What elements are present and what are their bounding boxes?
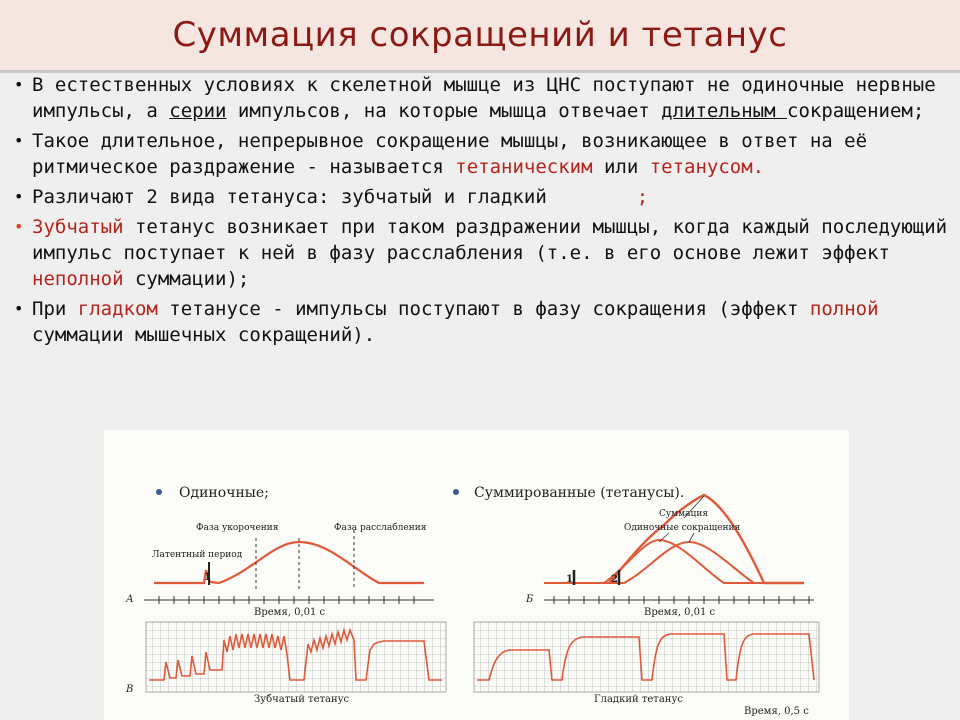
axis-b: Б bbox=[526, 594, 534, 605]
time-a: Время, 0,01 с bbox=[254, 607, 326, 618]
time-c: Время, 0,5 с bbox=[744, 706, 809, 717]
caption-smooth: Гладкий тетанус bbox=[594, 694, 683, 705]
mark-1b: 1 bbox=[566, 574, 573, 585]
title-bar bbox=[0, 0, 960, 73]
axis-a: А bbox=[126, 594, 134, 605]
single-twitch-curve bbox=[154, 542, 424, 583]
bullet-5: • При гладком тетанусе - импульсы поступают в фазу сокращения (эффект полной суммации мышечных сокращений). bbox=[14, 298, 879, 346]
bullet-dot: • bbox=[14, 131, 24, 150]
bullet-1: • В естественных условиях к скелетной мышце из ЦНС поступают не одиночные нервные импульсы, а серии импульсов, на которые мышца отвечает длительным сокращением; bbox=[14, 74, 936, 122]
bullet-dot: • bbox=[14, 299, 24, 318]
bullet-3: • Различают 2 вида тетануса: зубчатый и гладкий ; bbox=[14, 186, 649, 208]
panel-a bbox=[125, 522, 434, 618]
caption-serrated: Зубчатый тетанус bbox=[254, 694, 350, 705]
panel-b bbox=[525, 495, 814, 618]
label-latent: Латентный период bbox=[152, 550, 243, 560]
bullet-dot: • bbox=[14, 217, 24, 236]
time-b: Время, 0,01 с bbox=[644, 607, 716, 618]
header-dot bbox=[156, 489, 162, 495]
figure-svg bbox=[104, 430, 849, 720]
label-summation: Суммация bbox=[659, 509, 709, 519]
mark-2b: 2 bbox=[611, 574, 618, 585]
single-curve-2 bbox=[604, 542, 804, 583]
tetanus-figure bbox=[104, 430, 849, 720]
bullet-dot: • bbox=[14, 75, 24, 94]
bullet-dot: • bbox=[14, 187, 24, 206]
panel-v-smooth bbox=[474, 622, 819, 717]
label-relax: Фаза расслабления bbox=[334, 523, 427, 533]
panel-v-serrated bbox=[125, 622, 446, 705]
label-shortening: Фаза укорочения bbox=[196, 523, 279, 533]
axis-v: В bbox=[126, 684, 134, 695]
bullet-2: • Такое длительное, непрерывное сокращение мышцы, возникающее в ответ на её ритмическое раздражение - называется тетаническим или тетанусом. bbox=[14, 130, 868, 178]
bullet-4: • Зубчатый тетанус возникает при таком раздражении мышцы, когда каждый последующий импульс поступает к ней в фазу расслабления (т.е. в его основе лежит эффект неполной суммации); bbox=[14, 216, 948, 290]
right-header: Суммированные (тетанусы). bbox=[474, 485, 685, 501]
left-header: Одиночные; bbox=[179, 485, 269, 501]
header-dot bbox=[453, 489, 459, 495]
bullet-list bbox=[14, 72, 954, 352]
label-single: Одиночные сокращения bbox=[624, 523, 741, 533]
mark-1a: 1 bbox=[204, 572, 211, 583]
slide-title: Суммация сокращений и тетанус bbox=[172, 15, 788, 55]
